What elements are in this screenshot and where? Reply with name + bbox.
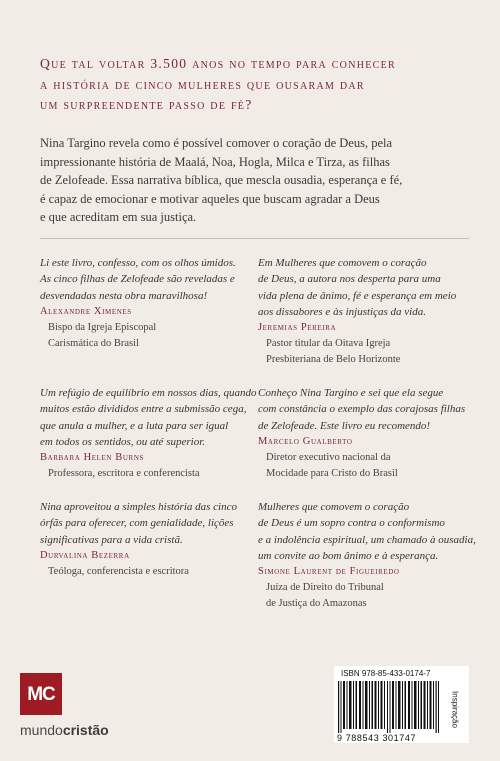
endorsements-left	[40, 385, 257, 482]
synopsis-line: e que acreditam em sua justiça.	[40, 210, 197, 225]
publisher-logo-letters: MC	[27, 684, 55, 705]
intro-line: Que tal voltar 3.500 anos no tempo para conhecer	[40, 56, 397, 71]
endorsement	[40, 499, 250, 580]
endorsement	[258, 385, 468, 482]
endorsement	[258, 255, 468, 368]
quote-line: Conheço Nina Targino e sei que ela segue	[258, 387, 444, 399]
endorsement-role: Carismática do Brasil	[48, 337, 139, 349]
endorsement-quote	[258, 385, 468, 434]
endorsements-right	[258, 499, 476, 612]
barcode-number: 9 788543 301747	[337, 733, 417, 743]
endorsement-quote	[40, 499, 250, 548]
quote-line: órfãs para oferecer, com genialidade, lições	[40, 517, 234, 530]
endorsement-author: Marcelo Gualberto	[258, 435, 353, 447]
divider	[40, 238, 469, 239]
endorsement-author: Jeremias Pereira	[258, 322, 337, 334]
synopsis	[40, 134, 470, 227]
endorsement-quote	[40, 385, 257, 450]
quote-line: e a indolência espiritual, um chamado à ousadia,	[258, 533, 476, 546]
endorsement-quote	[40, 255, 250, 304]
intro-line: a história de cinco mulheres que ousaram dar	[40, 76, 365, 92]
quote-line: Mulheres que comovem o coração	[258, 501, 410, 513]
quote-line: Li este livro, confesso, com os olhos úmidos.	[40, 257, 236, 269]
quote-line: muitos estão divididos entre a submissão cega,	[40, 403, 247, 416]
endorsements-left	[40, 255, 250, 352]
endorsement	[40, 255, 250, 352]
endorsement-role: Diretor executivo nacional da	[266, 451, 391, 463]
barcode-icon	[336, 681, 448, 733]
quote-line: que anula a mulher, e a luta para ser igual	[40, 419, 229, 432]
quote-line: desvendadas nesta obra maravilhosa!	[40, 289, 208, 302]
quote-line: com constância o exemplo das corajosas filhas	[258, 403, 466, 416]
quote-line: Nina aproveitou a simples história das cinco	[40, 501, 237, 513]
publisher-name-part: mundo	[20, 722, 63, 738]
isbn-label: ISBN 978-85-433-0174-7	[341, 669, 431, 678]
endorsement	[258, 499, 476, 612]
quote-line: Em Mulheres que comovem o coração	[258, 257, 427, 269]
endorsements-left	[40, 499, 250, 580]
endorsement-role: Professora, escritora e conferencista	[48, 468, 200, 480]
quote-line: Um refúgio de equilíbrio em nossos dias, quando	[40, 387, 257, 399]
quote-line: de Deus, a autora nos desperta para uma	[258, 273, 441, 286]
endorsement-role: Teóloga, conferencista e escritora	[48, 565, 189, 577]
endorsements-right	[258, 385, 468, 482]
quote-line: As cinco filhas de Zelofeade são reveladas e	[40, 273, 235, 286]
endorsement-role: Bispo da Igreja Episcopal	[48, 321, 157, 333]
publisher-name	[20, 722, 109, 738]
quote-line: aos dissabores e às injustiças da vida.	[258, 305, 426, 318]
synopsis-line: impressionante história de Maalá, Noa, Hogla, Milca e Tirza, as filhas	[40, 154, 390, 169]
endorsement-quote	[258, 499, 476, 564]
publisher-logo-icon	[20, 673, 62, 715]
endorsement-role: de Justiça do Amazonas	[266, 598, 367, 610]
category-label: Inspiração	[450, 691, 460, 728]
endorsement-author: Durvalina Bezerra	[40, 549, 130, 561]
endorsement-role: Juíza de Direito do Tribunal	[266, 582, 384, 594]
intro-question	[40, 54, 470, 116]
synopsis-line: de Zelofeade. Essa narrativa bíblica, que mescla ousadia, esperança e fé,	[40, 173, 403, 188]
quote-line: de Zelofeade. Este livro eu recomendo!	[258, 419, 431, 432]
endorsement-quote	[258, 255, 468, 320]
endorsement	[40, 385, 257, 482]
endorsements-right	[258, 255, 468, 368]
quote-line: vida plena de ânimo, fé e esperança em meio	[258, 289, 457, 302]
quote-line: significativas para a vida cristã.	[40, 533, 183, 546]
endorsement-role: Presbiteriana de Belo Horizonte	[266, 354, 401, 366]
endorsement-author: Alexandre Ximenes	[40, 305, 132, 317]
endorsement-role: Mocidade para Cristo do Brasil	[266, 467, 398, 479]
endorsement-role: Pastor titular da Oitava Igreja	[266, 338, 391, 350]
endorsement-author: Simone Laurent de Figueiredo	[258, 566, 400, 578]
endorsement-author: Barbara Helen Burns	[40, 452, 144, 464]
synopsis-line: é capaz de emocionar e motivar aqueles que buscam agradar a Deus	[40, 191, 380, 206]
quote-line: de Deus é um sopro contra o conformismo	[258, 517, 445, 530]
synopsis-line: Nina Targino revela como é possível comover o coração de Deus, pela	[40, 136, 393, 150]
quote-line: em todos os sentidos, ou até superior.	[40, 435, 205, 448]
publisher-name-part: cristão	[62, 722, 109, 738]
quote-line: um convite ao bom ânimo e à esperança.	[258, 549, 439, 562]
intro-line: um surpreendente passo de fé?	[40, 97, 253, 112]
